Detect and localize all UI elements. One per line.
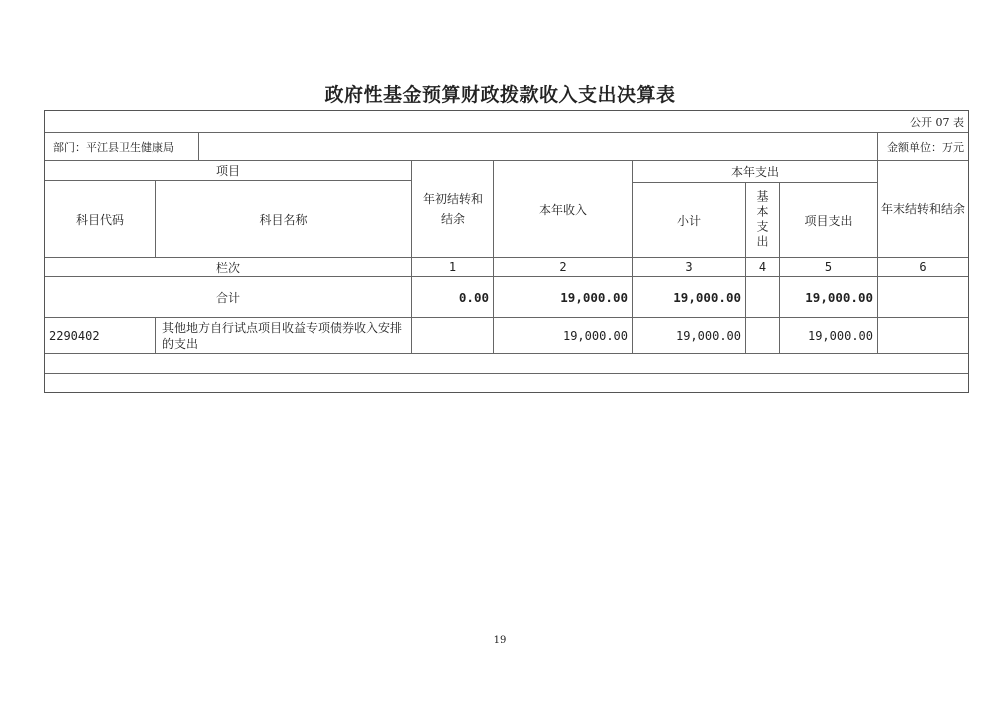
column-index-6: 6 <box>919 260 927 274</box>
column-index-1: 1 <box>448 260 457 274</box>
report-title: 政府性基金预算财政拨款收入支出决算表 <box>324 84 676 106</box>
total-opening-balance: 0.00 <box>458 289 489 305</box>
budget-table <box>44 110 969 393</box>
column-index-4: 4 <box>758 260 767 274</box>
row-subject-code: 2290402 <box>49 328 100 343</box>
total-current-income: 19,000.00 <box>560 289 628 305</box>
row-closing-balance <box>878 318 968 353</box>
total-project-expenditure: 19,000.00 <box>805 289 873 305</box>
header-current-income: 本年收入 <box>538 202 587 217</box>
header-subject-code: 科目代码 <box>75 212 124 227</box>
header-item: 项目 <box>215 164 240 178</box>
header-project-expenditure: 项目支出 <box>804 213 853 228</box>
table-number: 公开 07 表 <box>910 115 964 129</box>
row-current-income: 19,000.00 <box>562 328 628 343</box>
header-closing-balance: 年末结转和结余 <box>881 202 966 216</box>
column-index-label: 栏次 <box>215 260 240 275</box>
header-opening-balance: 年初结转和结余 <box>422 192 483 226</box>
total-subtotal: 19,000.00 <box>673 289 741 305</box>
page-number: 19 <box>493 635 507 646</box>
department-label: 部门：平江县卫生健康局 <box>53 140 174 154</box>
header-basic-expenditure: 基本支出 <box>755 190 769 250</box>
row-basic-expenditure <box>746 318 779 353</box>
total-row-label: 合计 <box>215 290 240 305</box>
header-subtotal: 小计 <box>676 213 701 228</box>
column-index-5: 5 <box>824 260 833 274</box>
row-subtotal: 19,000.00 <box>675 328 741 343</box>
row-opening-balance <box>412 318 493 353</box>
unit-label: 金额单位：万元 <box>887 140 964 154</box>
row-subject-name: 其他地方自行试点项目收益专项债券收入安排的支出 <box>162 320 403 351</box>
column-index-3: 3 <box>685 260 693 274</box>
total-closing-balance <box>878 277 968 317</box>
total-basic-expenditure <box>746 277 779 317</box>
header-subject-name: 科目名称 <box>259 212 308 227</box>
header-current-expenditure: 本年支出 <box>730 165 779 179</box>
row-project-expenditure: 19,000.00 <box>807 328 873 343</box>
column-index-2: 2 <box>559 260 567 274</box>
